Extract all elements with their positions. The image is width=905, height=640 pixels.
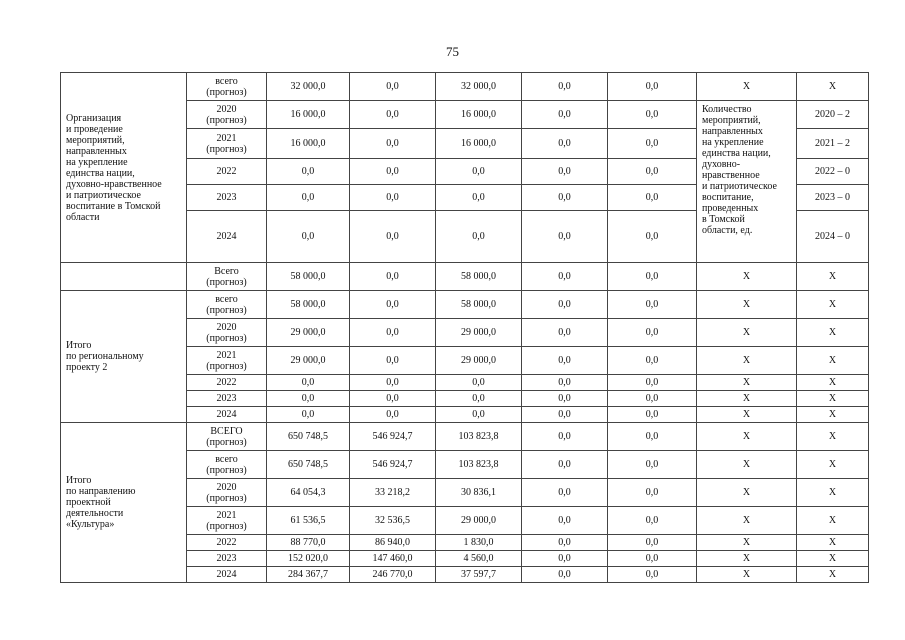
federal-value: 546 924,7	[350, 451, 436, 479]
regional-value: 0,0	[436, 407, 522, 423]
federal-value: 0,0	[350, 291, 436, 319]
local-value: 0,0	[522, 347, 608, 375]
total-value: 152 020,0	[267, 551, 350, 567]
regional-value: 29 000,0	[436, 347, 522, 375]
row-group-label	[61, 263, 187, 291]
local-value: 0,0	[522, 551, 608, 567]
regional-value: 1 830,0	[436, 535, 522, 551]
period-cell: 2020 (прогноз)	[187, 479, 267, 507]
local-value: 0,0	[522, 129, 608, 159]
regional-value: 29 000,0	[436, 319, 522, 347]
target-value: X	[797, 391, 869, 407]
local-value: 0,0	[522, 507, 608, 535]
local-value: 0,0	[522, 479, 608, 507]
federal-value: 0,0	[350, 347, 436, 375]
indicator-cell: X	[697, 507, 797, 535]
period-cell: 2022	[187, 375, 267, 391]
total-value: 32 000,0	[267, 73, 350, 101]
table-row	[61, 291, 869, 319]
target-value: X	[797, 73, 869, 101]
period-cell: 2022	[187, 535, 267, 551]
indicator-name: Количество мероприятий, направленных на укрепление единства нации, духовно- нравственное и патриотическое воспитание, проведенных в Томской области, ед.	[697, 101, 797, 263]
target-value: X	[797, 291, 869, 319]
local-value: 0,0	[522, 319, 608, 347]
regional-value: 30 836,1	[436, 479, 522, 507]
local-value: 0,0	[522, 101, 608, 129]
local-value: 0,0	[522, 535, 608, 551]
row-group-label: Итого по региональному проекту 2	[61, 291, 187, 423]
target-value: 2021 – 2	[797, 129, 869, 159]
total-value: 16 000,0	[267, 129, 350, 159]
local-value: 0,0	[522, 185, 608, 211]
other-value: 0,0	[608, 159, 697, 185]
federal-value: 33 218,2	[350, 479, 436, 507]
target-value: X	[797, 347, 869, 375]
federal-value: 0,0	[350, 211, 436, 263]
federal-value: 0,0	[350, 129, 436, 159]
local-value: 0,0	[522, 73, 608, 101]
period-cell: всего (прогноз)	[187, 451, 267, 479]
total-value: 0,0	[267, 375, 350, 391]
regional-value: 58 000,0	[436, 263, 522, 291]
total-value: 88 770,0	[267, 535, 350, 551]
period-cell: 2024	[187, 407, 267, 423]
period-cell: 2020 (прогноз)	[187, 101, 267, 129]
other-value: 0,0	[608, 507, 697, 535]
total-value: 0,0	[267, 407, 350, 423]
total-value: 0,0	[267, 211, 350, 263]
target-value: X	[797, 551, 869, 567]
indicator-cell: X	[697, 73, 797, 101]
indicator-cell: X	[697, 263, 797, 291]
target-value: 2023 – 0	[797, 185, 869, 211]
indicator-cell: X	[697, 407, 797, 423]
regional-value: 0,0	[436, 159, 522, 185]
target-value: X	[797, 507, 869, 535]
total-value: 16 000,0	[267, 101, 350, 129]
regional-value: 0,0	[436, 391, 522, 407]
regional-value: 58 000,0	[436, 291, 522, 319]
other-value: 0,0	[608, 319, 697, 347]
indicator-cell: X	[697, 479, 797, 507]
period-cell: Всего (прогноз)	[187, 263, 267, 291]
indicator-cell: X	[697, 291, 797, 319]
federal-value: 246 770,0	[350, 567, 436, 583]
federal-value: 32 536,5	[350, 507, 436, 535]
other-value: 0,0	[608, 567, 697, 583]
regional-value: 0,0	[436, 185, 522, 211]
total-value: 0,0	[267, 391, 350, 407]
total-value: 0,0	[267, 185, 350, 211]
federal-value: 147 460,0	[350, 551, 436, 567]
period-cell: всего (прогноз)	[187, 291, 267, 319]
total-value: 29 000,0	[267, 319, 350, 347]
total-value: 61 536,5	[267, 507, 350, 535]
indicator-cell: X	[697, 551, 797, 567]
total-value: 58 000,0	[267, 263, 350, 291]
target-value: X	[797, 407, 869, 423]
period-cell: 2024	[187, 211, 267, 263]
row-group-label: Организация и проведение мероприятий, направленных на укрепление единства нации, духовно-нравственное и патриотическое воспитание в Томской области	[61, 73, 187, 263]
period-cell: всего (прогноз)	[187, 73, 267, 101]
federal-value: 0,0	[350, 407, 436, 423]
federal-value: 0,0	[350, 391, 436, 407]
other-value: 0,0	[608, 73, 697, 101]
local-value: 0,0	[522, 407, 608, 423]
regional-value: 37 597,7	[436, 567, 522, 583]
period-cell: 2021 (прогноз)	[187, 129, 267, 159]
indicator-cell: X	[697, 451, 797, 479]
other-value: 0,0	[608, 185, 697, 211]
other-value: 0,0	[608, 263, 697, 291]
target-value: 2024 – 0	[797, 211, 869, 263]
regional-value: 29 000,0	[436, 507, 522, 535]
regional-value: 16 000,0	[436, 101, 522, 129]
period-cell: 2023	[187, 391, 267, 407]
total-value: 0,0	[267, 159, 350, 185]
indicator-cell: X	[697, 567, 797, 583]
federal-value: 0,0	[350, 185, 436, 211]
period-cell: 2022	[187, 159, 267, 185]
page-number: 75	[446, 44, 459, 59]
target-value: X	[797, 567, 869, 583]
period-cell: 2024	[187, 567, 267, 583]
funding-table-body	[61, 73, 869, 583]
other-value: 0,0	[608, 291, 697, 319]
period-cell: 2021 (прогноз)	[187, 507, 267, 535]
other-value: 0,0	[608, 407, 697, 423]
other-value: 0,0	[608, 347, 697, 375]
other-value: 0,0	[608, 551, 697, 567]
table-row	[61, 263, 869, 291]
federal-value: 0,0	[350, 159, 436, 185]
indicator-cell: X	[697, 423, 797, 451]
total-value: 650 748,5	[267, 451, 350, 479]
indicator-cell: X	[697, 391, 797, 407]
target-value: X	[797, 451, 869, 479]
period-cell: 2020 (прогноз)	[187, 319, 267, 347]
local-value: 0,0	[522, 291, 608, 319]
other-value: 0,0	[608, 101, 697, 129]
regional-value: 16 000,0	[436, 129, 522, 159]
other-value: 0,0	[608, 451, 697, 479]
table-row	[61, 423, 869, 451]
local-value: 0,0	[522, 211, 608, 263]
indicator-cell: X	[697, 319, 797, 347]
other-value: 0,0	[608, 423, 697, 451]
local-value: 0,0	[522, 451, 608, 479]
target-value: X	[797, 535, 869, 551]
regional-value: 103 823,8	[436, 451, 522, 479]
regional-value: 0,0	[436, 375, 522, 391]
regional-value: 4 560,0	[436, 551, 522, 567]
federal-value: 0,0	[350, 101, 436, 129]
table-row	[61, 73, 869, 101]
federal-value: 0,0	[350, 319, 436, 347]
total-value: 650 748,5	[267, 423, 350, 451]
local-value: 0,0	[522, 159, 608, 185]
local-value: 0,0	[522, 375, 608, 391]
target-value: 2022 – 0	[797, 159, 869, 185]
row-group-label: Итого по направлению проектной деятельности «Культура»	[61, 423, 187, 583]
other-value: 0,0	[608, 375, 697, 391]
regional-value: 32 000,0	[436, 73, 522, 101]
other-value: 0,0	[608, 211, 697, 263]
total-value: 64 054,3	[267, 479, 350, 507]
local-value: 0,0	[522, 263, 608, 291]
federal-value: 0,0	[350, 375, 436, 391]
target-value: X	[797, 319, 869, 347]
federal-value: 0,0	[350, 73, 436, 101]
local-value: 0,0	[522, 391, 608, 407]
other-value: 0,0	[608, 391, 697, 407]
local-value: 0,0	[522, 423, 608, 451]
target-value: X	[797, 263, 869, 291]
target-value: X	[797, 423, 869, 451]
total-value: 284 367,7	[267, 567, 350, 583]
indicator-cell: X	[697, 375, 797, 391]
indicator-cell: X	[697, 535, 797, 551]
target-value: X	[797, 479, 869, 507]
funding-table	[60, 72, 869, 583]
other-value: 0,0	[608, 129, 697, 159]
period-cell: ВСЕГО (прогноз)	[187, 423, 267, 451]
total-value: 29 000,0	[267, 347, 350, 375]
federal-value: 86 940,0	[350, 535, 436, 551]
federal-value: 546 924,7	[350, 423, 436, 451]
regional-value: 0,0	[436, 211, 522, 263]
period-cell: 2021 (прогноз)	[187, 347, 267, 375]
regional-value: 103 823,8	[436, 423, 522, 451]
target-value: 2020 – 2	[797, 101, 869, 129]
period-cell: 2023	[187, 551, 267, 567]
indicator-cell: X	[697, 347, 797, 375]
federal-value: 0,0	[350, 263, 436, 291]
total-value: 58 000,0	[267, 291, 350, 319]
period-cell: 2023	[187, 185, 267, 211]
other-value: 0,0	[608, 479, 697, 507]
target-value: X	[797, 375, 869, 391]
local-value: 0,0	[522, 567, 608, 583]
other-value: 0,0	[608, 535, 697, 551]
